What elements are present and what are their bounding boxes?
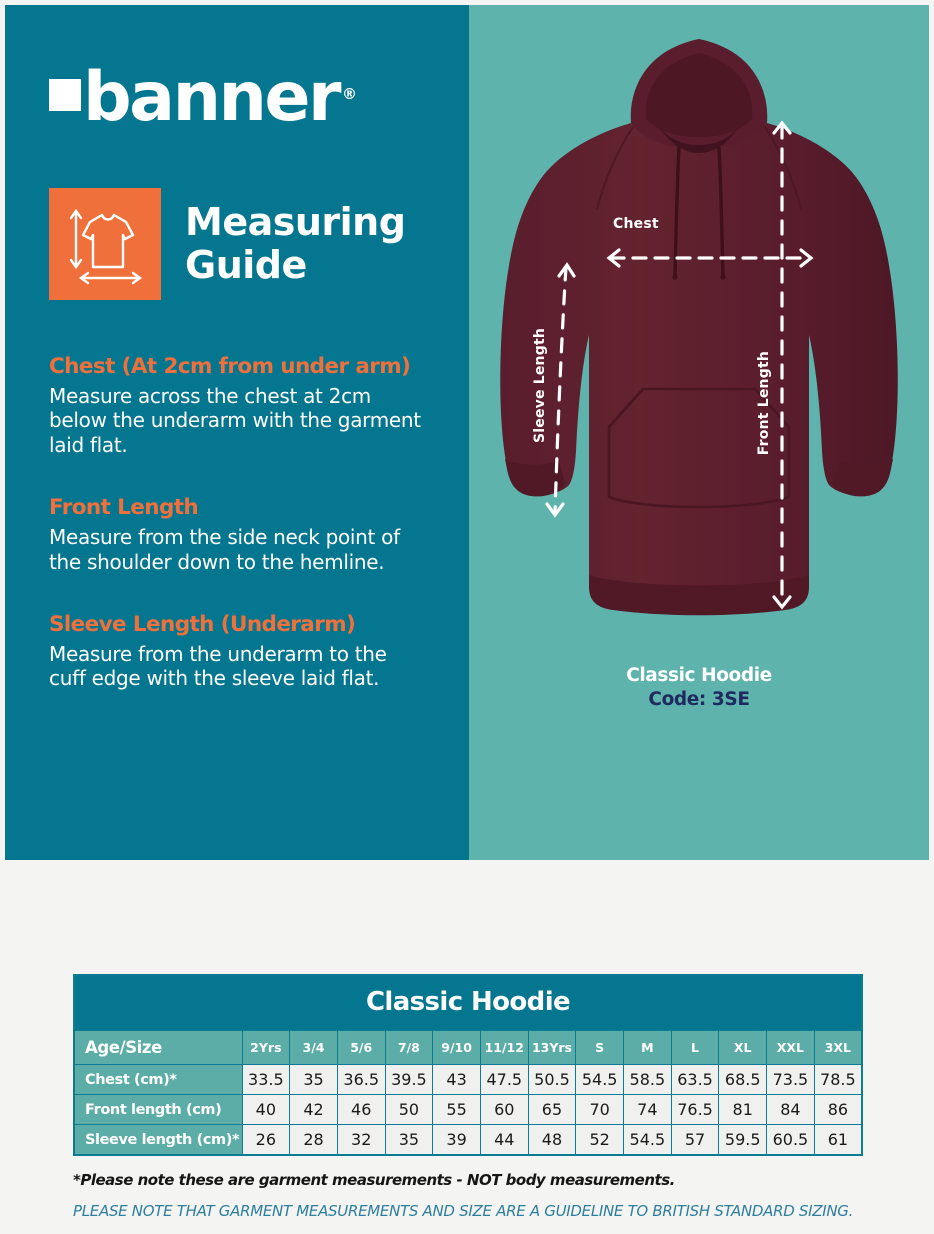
instruction-sleeve-length-heading: Sleeve Length (Underarm): [49, 611, 356, 637]
front-length-label: Front Length: [756, 351, 772, 456]
registered-trademark-icon: ®: [342, 85, 358, 103]
table-cell: 35: [290, 1065, 338, 1095]
table-cell: 55: [433, 1095, 481, 1125]
table-cell: 44: [480, 1125, 528, 1156]
table-cell: 65: [528, 1095, 576, 1125]
table-cell: 33.5: [242, 1065, 290, 1095]
table-cell: 81: [719, 1095, 767, 1125]
table-cell: 68.5: [719, 1065, 767, 1095]
table-cell: 59.5: [719, 1125, 767, 1156]
table-header-size-2yrs: 2Yrs: [242, 1031, 290, 1065]
table-header-size-11-12: 11/12: [480, 1031, 528, 1065]
hoodie-graphic: [469, 5, 929, 860]
table-row-label: Chest (cm)*: [74, 1065, 242, 1095]
instruction-front-length: [49, 495, 425, 575]
table-header-size-3xl: 3XL: [814, 1031, 862, 1065]
table-cell: 73.5: [767, 1065, 815, 1095]
sleeve-length-label: Sleeve Length: [532, 328, 548, 444]
table-cell: 32: [337, 1125, 385, 1156]
table-cell: 40: [242, 1095, 290, 1125]
page-title-line2: Guide: [185, 242, 307, 287]
table-cell: 74: [624, 1095, 672, 1125]
product-name: Classic Hoodie: [626, 665, 772, 686]
instruction-sleeve-length-body: Measure from the underarm to the cuff edge with the sleeve laid flat.: [49, 641, 387, 691]
table-header-size-9-10: 9/10: [433, 1031, 481, 1065]
table-cell: 57: [671, 1125, 719, 1156]
instruction-chest-heading: Chest (At 2cm from under arm): [49, 353, 411, 379]
instruction-chest: [49, 354, 425, 458]
hero-right-panel: [469, 5, 929, 860]
table-header-size-xxl: XXL: [767, 1031, 815, 1065]
measuring-guide-header: [49, 188, 425, 300]
footnotes: [5, 1171, 929, 1220]
table-cell: 52: [576, 1125, 624, 1156]
chest-label: Chest: [613, 216, 659, 232]
table-cell: 48: [528, 1125, 576, 1156]
brand-logo-text: banner: [83, 58, 340, 137]
table-row-label: Front length (cm): [74, 1095, 242, 1125]
page-title-line1: Measuring: [185, 200, 406, 244]
table-cell: 39.5: [385, 1065, 433, 1095]
tshirt-measure-icon: [49, 188, 161, 300]
table-header-size-5-6: 5/6: [337, 1031, 385, 1065]
table-row-label: Sleeve length (cm)*: [74, 1125, 242, 1156]
table-cell: 42: [290, 1095, 338, 1125]
table-cell: 50: [385, 1095, 433, 1125]
brand-logo: [49, 58, 425, 137]
table-header-row: [74, 1031, 862, 1065]
instruction-sleeve-length: [49, 612, 425, 692]
table-cell: 46: [337, 1095, 385, 1125]
table-cell: 36.5: [337, 1065, 385, 1095]
instruction-chest-body: Measure across the chest at 2cm below the underarm with the garment laid flat.: [49, 383, 421, 458]
table-cell: 26: [242, 1125, 290, 1156]
instruction-front-length-body: Measure from the side neck point of the shoulder down to the hemline.: [49, 524, 400, 574]
table-cell: 86: [814, 1095, 862, 1125]
table-header-size-s: S: [576, 1031, 624, 1065]
table-cell: 58.5: [624, 1065, 672, 1095]
size-table-section: [5, 974, 929, 1156]
table-header-size-3-4: 3/4: [290, 1031, 338, 1065]
table-header-age-size: Age/Size: [74, 1031, 242, 1065]
table-row: [74, 1125, 862, 1156]
table-cell: 43: [433, 1065, 481, 1095]
footnote-garment-measurements: *Please note these are garment measurements - NOT body measurements.: [73, 1171, 675, 1189]
table-header-size-m: M: [624, 1031, 672, 1065]
table-title: Classic Hoodie: [74, 975, 862, 1031]
table-row: [74, 1065, 862, 1095]
hero-section: [5, 5, 929, 860]
table-header-size-13yrs: 13Yrs: [528, 1031, 576, 1065]
table-row: [74, 1095, 862, 1125]
table-cell: 54.5: [576, 1065, 624, 1095]
table-cell: 63.5: [671, 1065, 719, 1095]
table-cell: 60.5: [767, 1125, 815, 1156]
table-cell: 39: [433, 1125, 481, 1156]
product-code: Code: 3SE: [648, 689, 750, 710]
table-cell: 54.5: [624, 1125, 672, 1156]
table-cell: 78.5: [814, 1065, 862, 1095]
table-cell: 47.5: [480, 1065, 528, 1095]
instructions-list: [49, 354, 425, 692]
hero-left-panel: [5, 5, 469, 860]
page-title: [185, 201, 405, 286]
square-icon: [49, 79, 81, 111]
table-cell: 61: [814, 1125, 862, 1156]
table-cell: 35: [385, 1125, 433, 1156]
table-cell: 28: [290, 1125, 338, 1156]
table-cell: 76.5: [671, 1095, 719, 1125]
product-caption: [469, 665, 929, 710]
table-header-size-xl: XL: [719, 1031, 767, 1065]
instruction-front-length-heading: Front Length: [49, 494, 199, 520]
table-cell: 50.5: [528, 1065, 576, 1095]
table-title-row: [74, 975, 862, 1031]
table-cell: 60: [480, 1095, 528, 1125]
size-chart-table: [73, 974, 863, 1156]
table-cell: 84: [767, 1095, 815, 1125]
footnote-british-standard: PLEASE NOTE THAT GARMENT MEASUREMENTS AND SIZE ARE A GUIDELINE TO BRITISH STANDARD SIZING.: [73, 1202, 854, 1220]
table-cell: 70: [576, 1095, 624, 1125]
table-header-size-7-8: 7/8: [385, 1031, 433, 1065]
table-header-size-l: L: [671, 1031, 719, 1065]
